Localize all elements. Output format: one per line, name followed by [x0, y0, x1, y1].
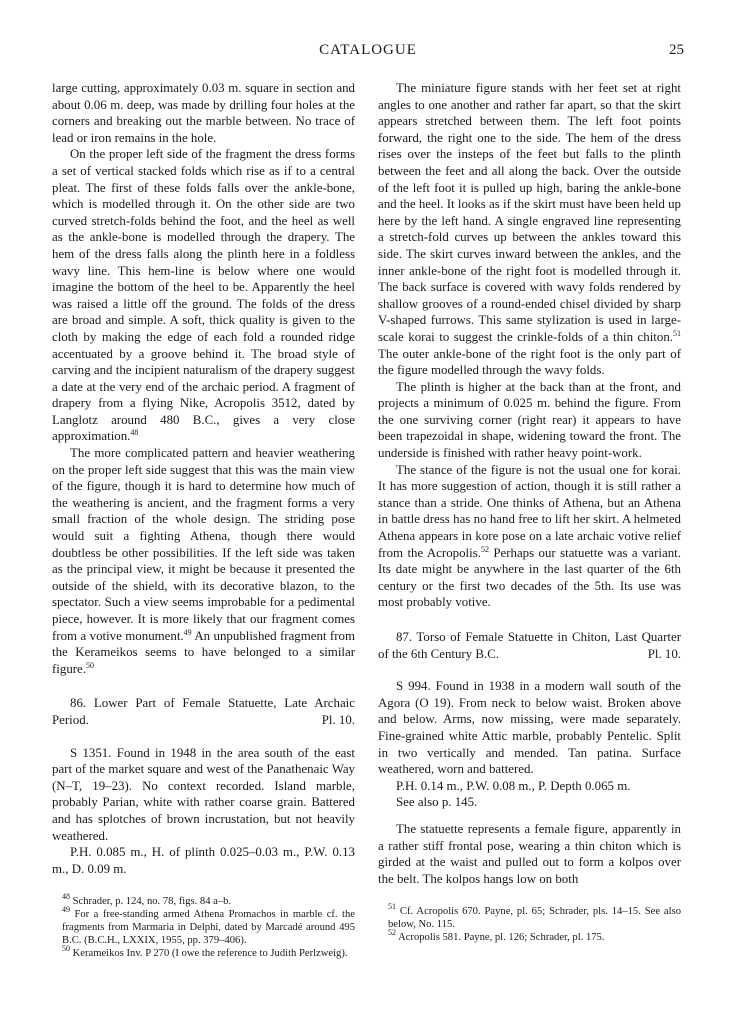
footnote-ref: 50	[86, 660, 95, 670]
footnote-49: $^{49}$ For a free-standing armed Athena Promachos in marble cf. the fragments from Marmaria in Delphi, dated by Marcadé around 495 B.C. (B.C.H., LXXIX, 1955, pp. 379–406).	[62, 905, 355, 947]
footnotes	[52, 892, 355, 960]
left-column	[52, 80, 355, 960]
footnote-ref: 52	[480, 544, 489, 554]
footnote-ref: 49	[183, 627, 192, 637]
footnotes	[378, 902, 681, 944]
paragraph: On the proper left side of the fragment the dress forms a set of vertical stacked folds which rise as if to a central pleat. The first of these folds falls over the ankle-bone, which is modelled through it. On the other side are two curved stretch-folds behind the foot, and the heel as well as the ankle-bone is modelled through the drapery. The hem of the dress falls along the plinth here in a foldless wavy line. This hem-line is below where one would imagine the bottom of the heel to be. Apparently the heel was raised a little off the ground. The folds of the dress are broad and simple. A soft, thick quality is given to the cloth by making the edge of each fold a rounded ridge accentuated by a groove behind it. The broad style of carving and the incipient naturalism of the drapery suggest a date at the very end of the archaic period. A fragment of drapery from a flying Nike, Acropolis 3512, dated by Langlotz around 480 B.C., gives a very close approximation.$^{48}$	[52, 147, 355, 444]
footnote-ref: 48	[130, 428, 139, 438]
entry-dimensions: P.H. 0.14 m., P.W. 0.08 m., P. Depth 0.065 m.	[396, 778, 631, 793]
entry-title: 87. Torso of Female Statuette in Chiton, Last Quarter of the 6th Century B.C. Pl. 10.	[378, 630, 681, 661]
running-header	[52, 42, 684, 62]
plate-reference: Pl. 10.	[647, 646, 681, 661]
footnote-51: $^{51}$ Cf. Acropolis 670. Payne, pl. 65; Schrader, pls. 14–15. See also below, No. 115.	[388, 902, 681, 931]
paragraph: The miniature figure stands with her feet set at right angles to one another and rather far apart, so that the skirt appears stretched between them. The left foot points forward, the right one to the side. The hem of the dress rises over the insteps of the feet but falls to the plinth between the feet and all along the back. Over the outside of the left foot it is pulled up high, baring the ankle-bone and the heel. It looks as if the skirt must have been held up here by the left hand. A single engraved line representing a stretch-fold curves up between the ankles toward this side. The skirt curves inward between the ankles, and the inner ankle-bone of the right foot is modelled through it. The back surface is covered with wavy folds rendered by shallow grooves of a round-ended chisel divided by sharp V-shaped furrows. This same stylization is used in large-scale korai to suggest the crinkle-folds of a thin chiton.$^{51}$ The outer ankle-bone of the right foot is the only part of the figure modelled through the wavy folds.	[378, 81, 681, 378]
entry-title: 86. Lower Part of Female Statuette, Late Archaic Period. Pl. 10.	[52, 696, 355, 727]
paragraph: The stance of the figure is not the usual one for korai. It has more suggestion of action, though it is still rather a stance than a stride. One thinks of Athena, but an Athena in battle dress has no hand free to lift her skirt. A helmeted Athena appears in kore pose on a late archaic votive relief from the Acropolis.$^{52}$ Perhaps our statuette was a variant. Its date might be anywhere in the last quarter of the 6th century or the first two decades of the 5th. Its use was most probably votive.	[378, 462, 681, 610]
entry-dimensions: P.H. 0.085 m., H. of plinth 0.025–0.03 m., P.W. 0.13 m., D. 0.09 m.	[52, 845, 355, 876]
running-title: CATALOGUE	[319, 42, 417, 58]
right-column	[378, 80, 681, 944]
paragraph: The more complicated pattern and heavier weathering on the proper left side suggest that this was the main view of the figure, though it is hard to determine how much of the weathering is ancient, and the fragment forms a very small fraction of the whole design. The striding pose would suit a fighting Athena, though there would doubtless be other possibilities. If the left side was taken as the principal view, it might be because it presented the outside of the shield, with its decorative blazon, to the spectator. Such a view seems improbable for a pedimental piece, however. It is more likely that our fragment comes from a votive monument.$^{49}$ An unpublished fragment from the Kerameikos seems to have belonged to a similar figure.$^{50}$	[52, 446, 355, 676]
catalogue-entry-87	[378, 629, 681, 662]
catalogue-entry-86	[52, 695, 355, 728]
page-number: 25	[669, 42, 684, 58]
entry-see-also: See also p. 145.	[396, 795, 478, 810]
footnote-52: $^{52}$ Acropolis 581. Payne, pl. 126; Schrader, pl. 175.	[388, 928, 605, 944]
entry-description: S 1351. Found in 1948 in the area south of the east part of the market square and west of the Panathenaic Way (N–T, 19–23). No context recorded. Island marble, probably Parian, white with rather coarse grain. Battered and has splotches of brown incrustation, but not heavily weathered.	[52, 745, 355, 843]
paragraph: The statuette represents a female figure, apparently in a rather stiff frontal pose, wearing a thin chiton which is girded at the waist and pulled out to form a kolpos over the belt. The kolpos hangs low on both	[378, 821, 681, 886]
footnote-50: $^{50}$ Kerameikos Inv. P 270 (I owe the reference to Judith Perlzweig).	[62, 944, 348, 960]
entry-description: S 994. Found in 1938 in a modern wall south of the Agora (O 19). From neck to below waist. Broken above and below. Arms, now missing, were made separately. Fine-grained white Attic marble, probably Pentelic. Split in two vertically and mended. Tan patina. Surface weathered, worn and battered.	[378, 679, 681, 777]
footnote-48: $^{48}$ Schrader, p. 124, no. 78, figs. 84 a–b.	[62, 892, 232, 908]
paragraph: large cutting, approximately 0.03 m. square in section and about 0.06 m. deep, was made by drilling four holes at the corners and breaking out the marble between. No trace of lead or iron remains in the hole.	[52, 81, 355, 145]
paragraph: The plinth is higher at the back than at the front, and projects a minimum of 0.025 m. behind the figure. From the one surviving corner (right rear) it appears to have been trapezoidal in shape, widening toward the front. The underside is finished with rather heavy point-work.	[378, 379, 681, 461]
footnote-ref: 51	[673, 328, 681, 338]
plate-reference: Pl. 10.	[321, 712, 355, 727]
